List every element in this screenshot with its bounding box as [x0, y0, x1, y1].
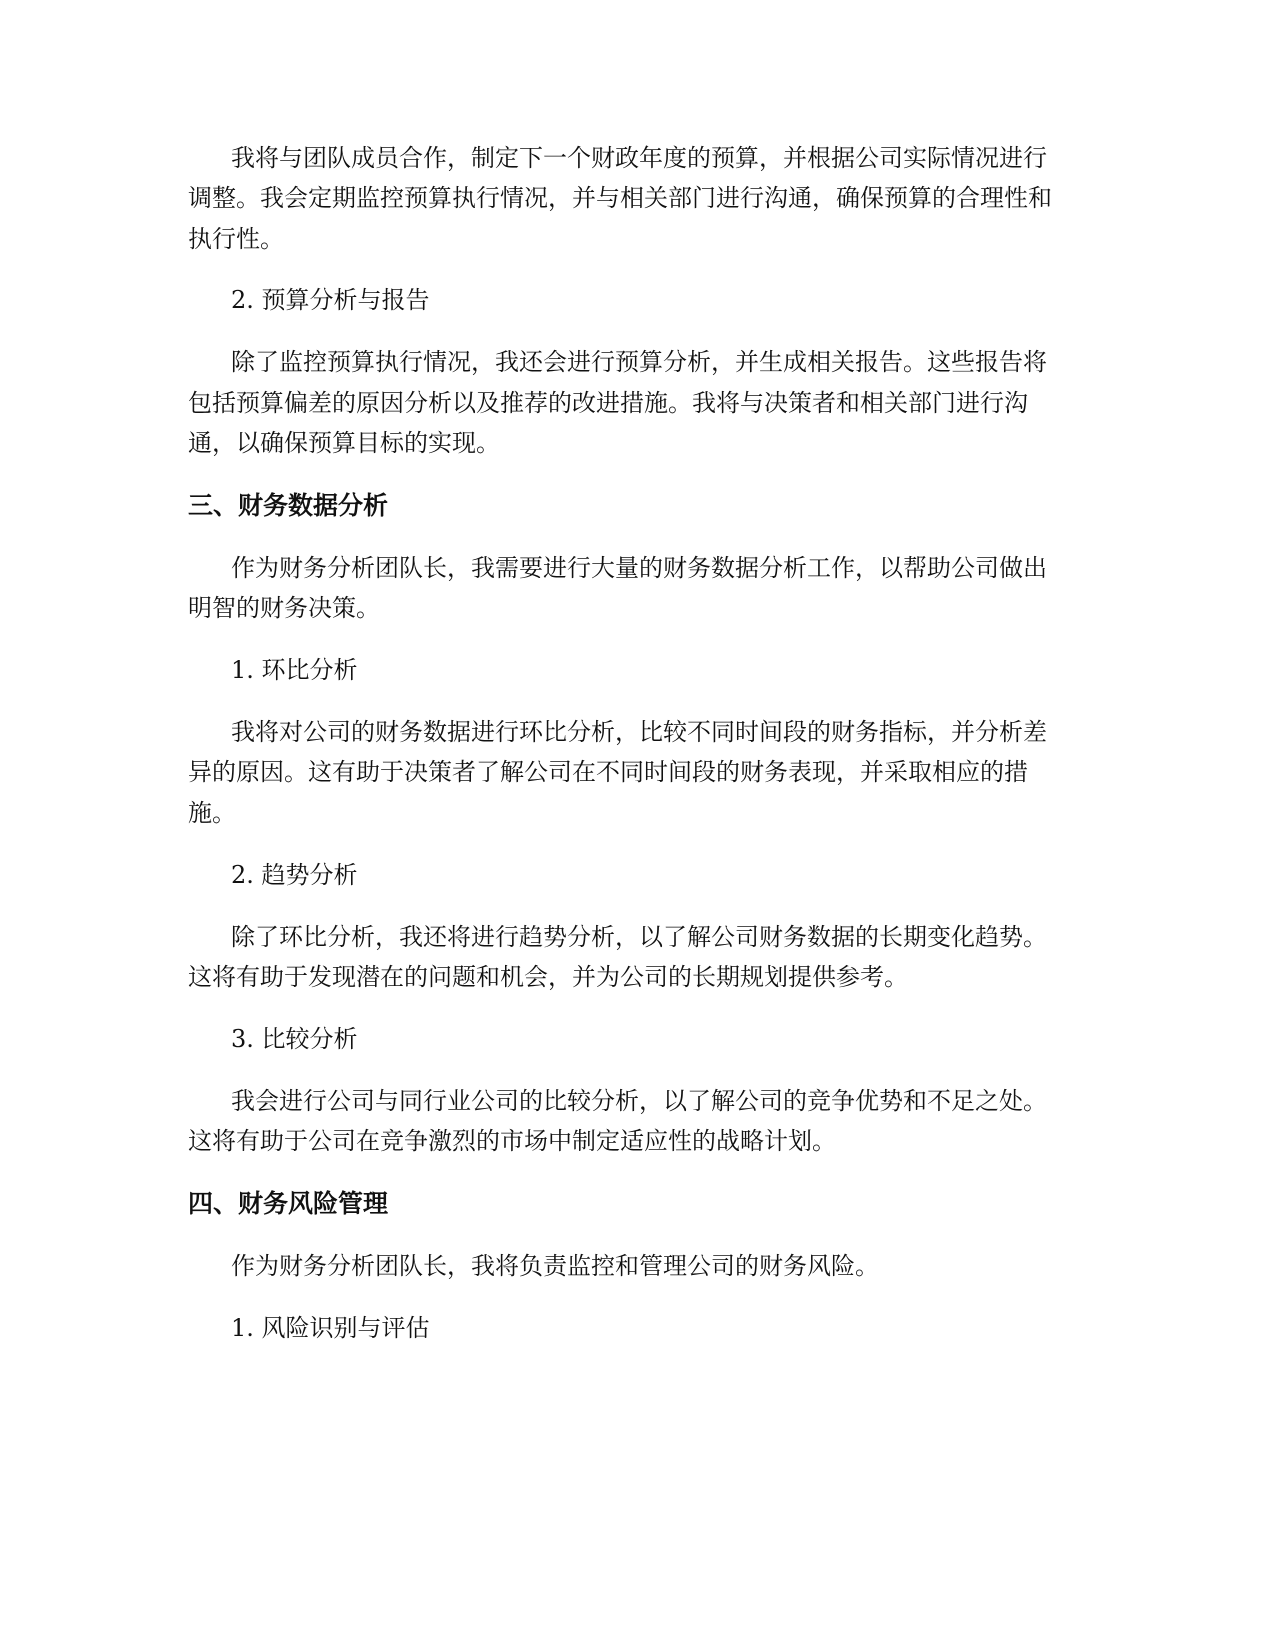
- section-heading: 四、财务风险管理: [188, 1189, 389, 1218]
- subheading: 2. 预算分析与报告: [231, 286, 430, 314]
- paragraph-line: 我将与团队成员合作，制定下一个财政年度的预算，并根据公司实际情况进行: [231, 144, 1047, 172]
- subheading: 1. 风险识别与评估: [231, 1314, 430, 1342]
- paragraph-line: 作为财务分析团队长，我需要进行大量的财务数据分析工作，以帮助公司做出: [231, 554, 1047, 582]
- paragraph-line: 这将有助于公司在竞争激烈的市场中制定适应性的战略计划。: [188, 1127, 836, 1155]
- paragraph-line: 我将对公司的财务数据进行环比分析，比较不同时间段的财务指标，并分析差: [231, 718, 1047, 746]
- paragraph-line: 执行性。: [188, 225, 284, 253]
- paragraph-line: 除了监控预算执行情况，我还会进行预算分析，并生成相关报告。这些报告将: [231, 348, 1047, 376]
- paragraph-line: 调整。我会定期监控预算执行情况，并与相关部门进行沟通，确保预算的合理性和: [188, 184, 1052, 212]
- subheading: 2. 趋势分析: [231, 861, 358, 889]
- paragraph-line: 明智的财务决策。: [188, 594, 380, 622]
- subheading: 1. 环比分析: [231, 656, 358, 684]
- paragraph-line: 除了环比分析，我还将进行趋势分析，以了解公司财务数据的长期变化趋势。: [231, 923, 1047, 951]
- paragraph-line: 这将有助于发现潜在的问题和机会，并为公司的长期规划提供参考。: [188, 963, 908, 991]
- section-heading: 三、财务数据分析: [188, 491, 389, 520]
- paragraph-line: 包括预算偏差的原因分析以及推荐的改进措施。我将与决策者和相关部门进行沟: [188, 389, 1028, 417]
- paragraph-line: 异的原因。这有助于决策者了解公司在不同时间段的财务表现，并采取相应的措: [188, 758, 1028, 786]
- paragraph-line: 施。: [188, 799, 236, 827]
- subheading: 3. 比较分析: [231, 1025, 358, 1053]
- paragraph-line: 作为财务分析团队长，我将负责监控和管理公司的财务风险。: [231, 1252, 879, 1280]
- paragraph-line: 通，以确保预算目标的实现。: [188, 429, 500, 457]
- paragraph-line: 我会进行公司与同行业公司的比较分析，以了解公司的竞争优势和不足之处。: [231, 1087, 1047, 1115]
